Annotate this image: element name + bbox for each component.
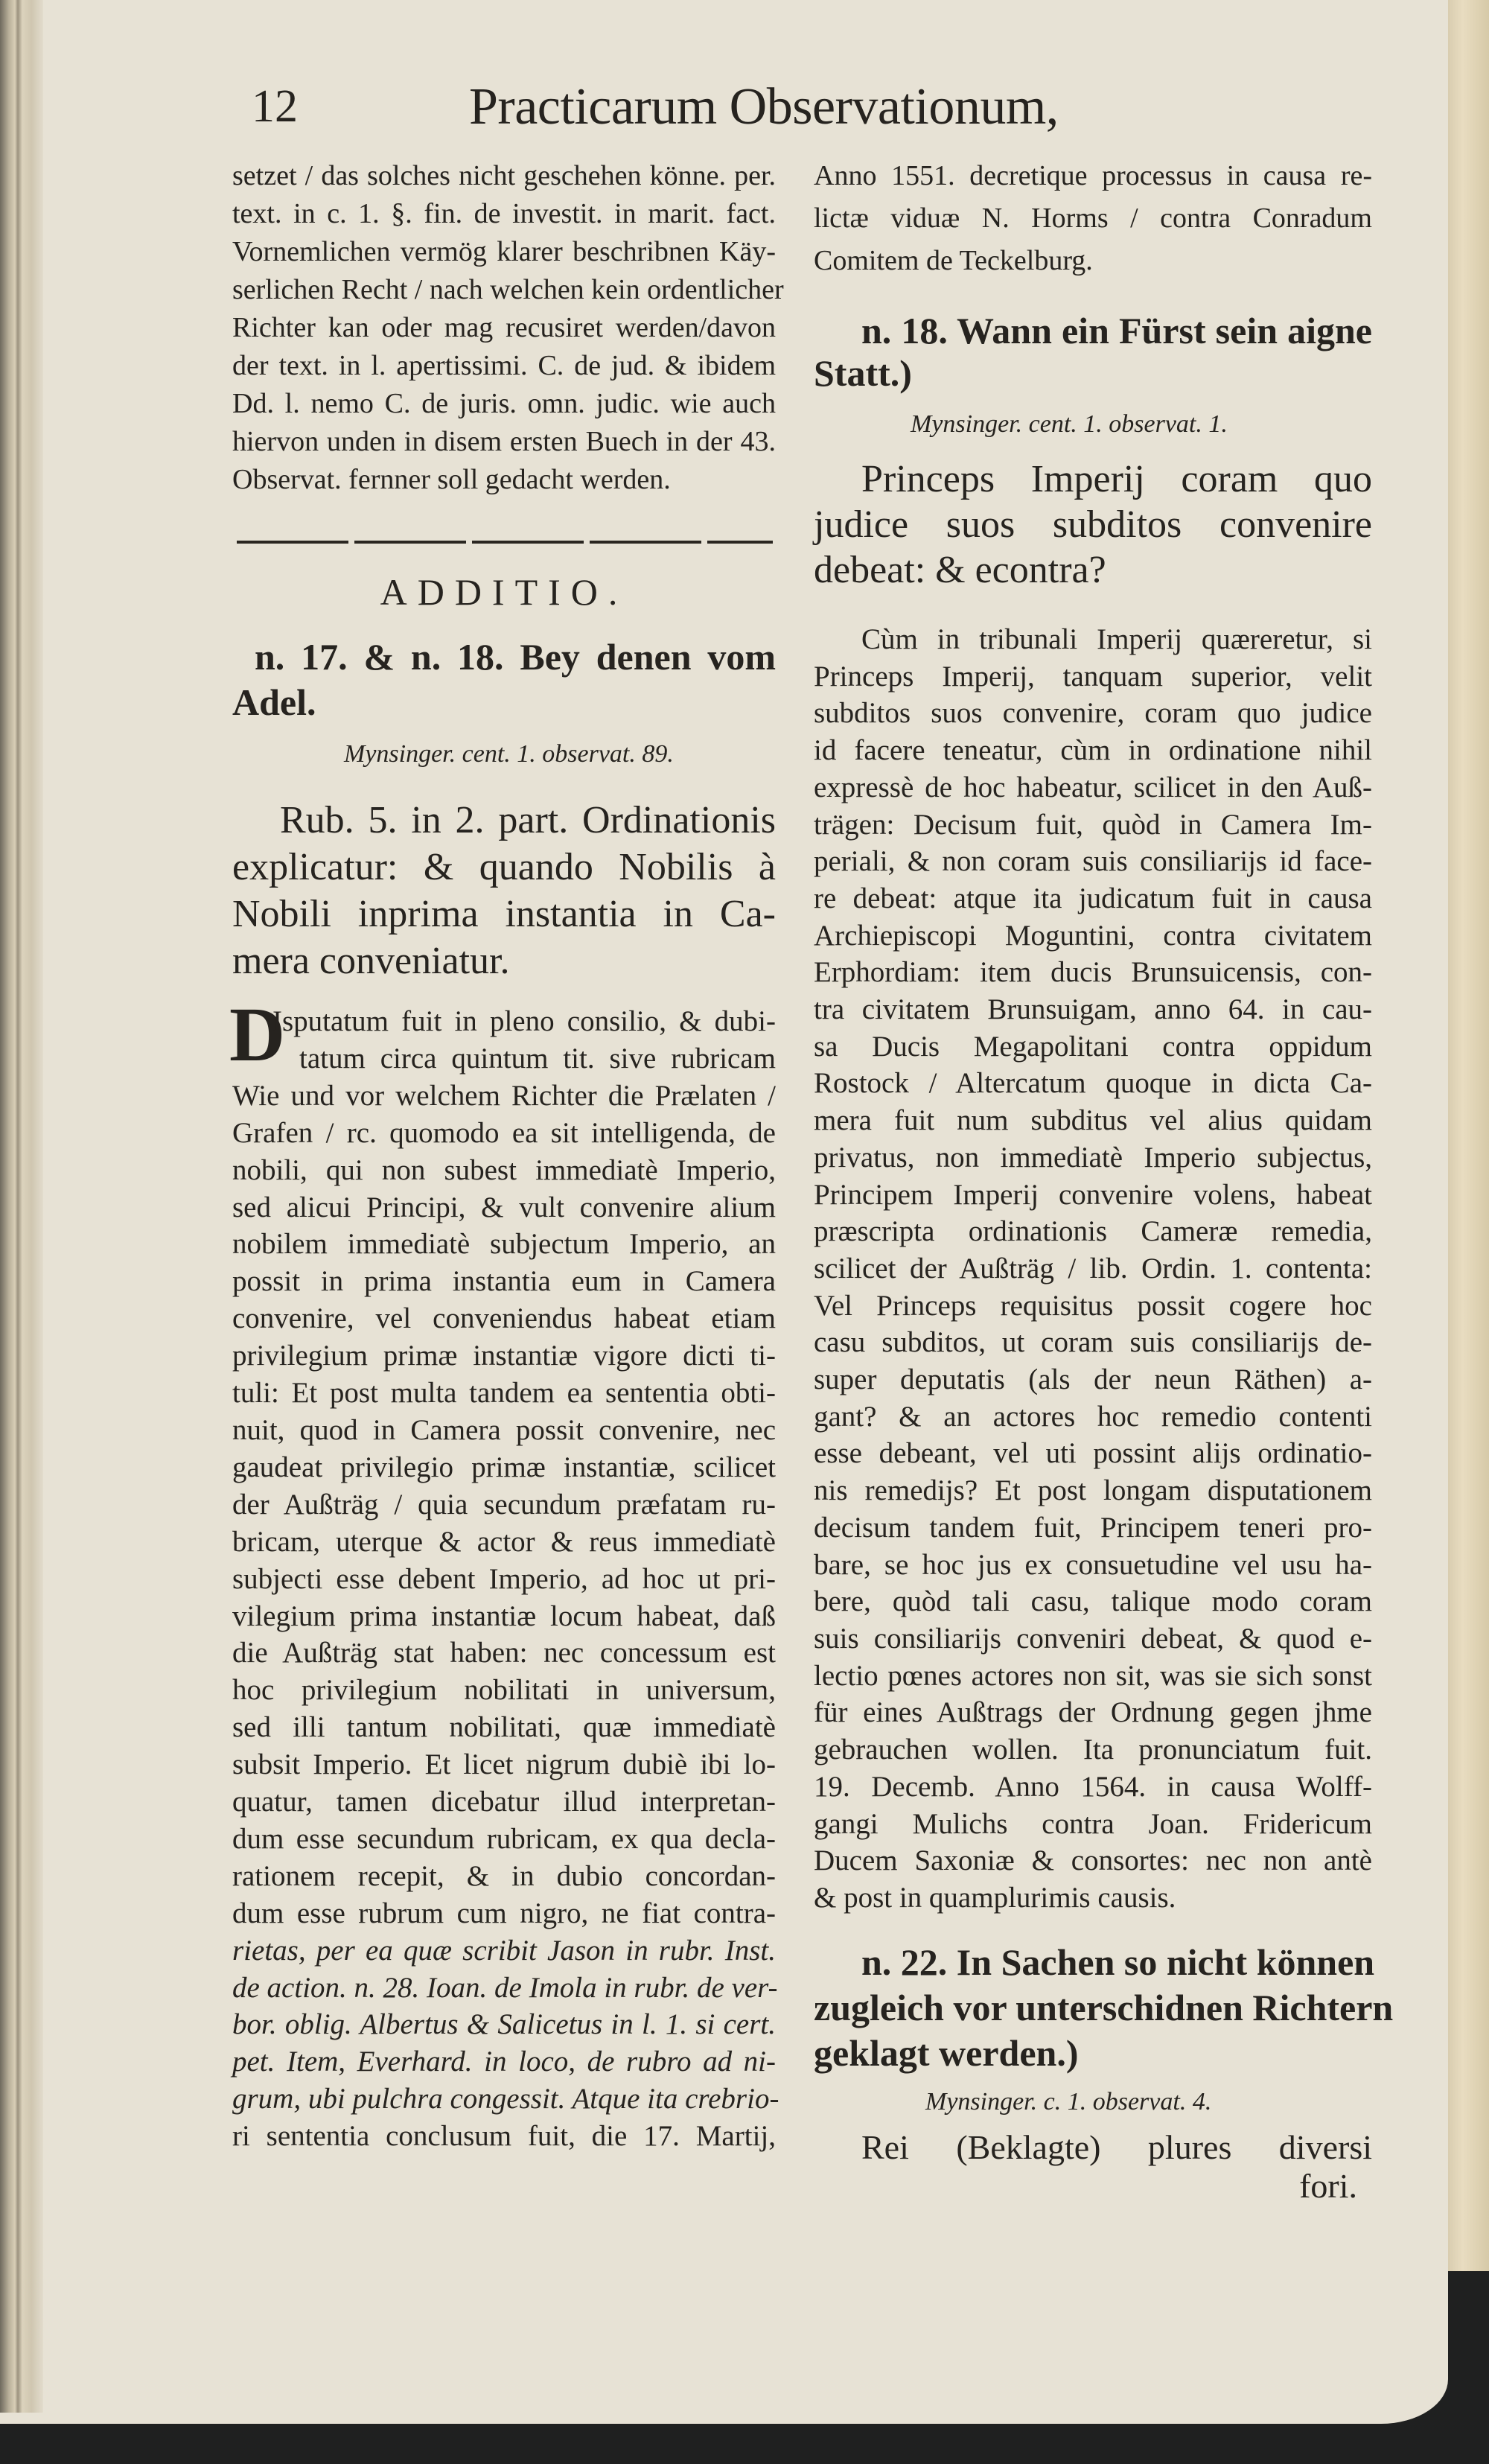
text-line: Rostock / Altercatum quoque in dicta Ca-	[814, 1067, 1372, 1100]
text-line: Rei (Beklagte) plures diversi	[861, 2128, 1372, 2166]
text-line: privilegium primæ instantiæ vigore dicti ti-	[232, 1340, 776, 1372]
text-line: hiervon unden in disem ersten Buech in der 43.	[232, 426, 776, 457]
text-line: fori.	[1299, 2167, 1357, 2205]
drop-cap: D	[229, 992, 286, 1077]
text-line: expressè de hoc habeatur, scilicet in den Auß-	[814, 771, 1372, 803]
text-line: id facere teneatur, cùm in ordinatione nihil	[814, 734, 1372, 767]
text-line: Comitem de Teckelburg.	[814, 245, 1093, 276]
text-line: dum esse secundum rubricam, ex qua decla-	[232, 1822, 776, 1855]
text-line: nobilem immediatè subjectum Imperio, an	[232, 1228, 776, 1261]
text-line: hoc privilegium nobilitati in universum,	[232, 1674, 776, 1707]
text-line: bricam, uterque & actor & reus immediatè	[232, 1525, 776, 1558]
text-line: n. 17. & n. 18. Bey denen vom	[255, 636, 776, 678]
text-line: nuit, quod in Camera possit convenire, nec	[232, 1413, 776, 1446]
book-binding-edge	[0, 0, 43, 2413]
text-line: explicatur: & quando Nobilis à	[232, 846, 776, 888]
citation-mynsinger-4	[814, 2085, 1372, 2119]
text-line: nobili, qui non subest immediatè Imperio,	[232, 1153, 776, 1186]
text-line: serlichen Recht / nach welchen kein ordentlicher	[232, 274, 784, 305]
text-line: der text. in l. apertissimi. C. de jud. & ibidem	[232, 350, 776, 381]
text-line: super deputatis (als der neun Räthen) a-	[814, 1363, 1372, 1396]
text-line: esse debeant, vel uti possint alijs ordinatio-	[814, 1437, 1372, 1470]
text-line: convenire, vel conveniendus habeat etiam	[232, 1302, 776, 1335]
text-line: præscripta ordinationis Cameræ remedia,	[814, 1215, 1372, 1248]
text-line: Vornemlichen vermög klarer beschribnen Käy-	[232, 236, 776, 267]
text-line: Anno 1551. decretique processus in causa re-	[814, 160, 1372, 191]
text-line: quatur, tamen dicebatur illud interpretan-	[232, 1786, 776, 1818]
next-page-edge	[1448, 0, 1489, 2271]
left-top-paragraph	[232, 157, 784, 499]
text-line: Vel Princeps requisitus possit cogere hoc	[814, 1289, 1372, 1322]
running-title: Practicarum Observationum,	[469, 78, 1059, 136]
text-line: subsit Imperio. Et licet nigrum dubiè ibi lo-	[232, 1748, 776, 1781]
text-line: mera fuit num subditus vel alius quidam	[814, 1104, 1372, 1137]
citation-mynsinger-89	[232, 737, 776, 771]
text-line: Erphordiam: item ducis Brunsuicensis, con-	[814, 956, 1372, 989]
heading-n17	[232, 634, 776, 725]
text-line: judice suos subditos convenire	[814, 503, 1372, 546]
right-top-paragraph	[814, 155, 1372, 282]
text-line: de action. n. 28. Ioan. de Imola in rubr. de ver-	[232, 1971, 778, 2004]
section-divider-rule	[237, 541, 773, 544]
heading-n18	[814, 310, 1372, 395]
text-line: rietas, per ea quæ scribit Jason in rubr. Inst.	[232, 1934, 776, 1967]
citation-text: Mynsinger. c. 1. observat. 4.	[925, 2088, 1212, 2116]
citation-text: Mynsinger. cent. 1. observat. 1.	[911, 410, 1228, 438]
heading-n22	[814, 1940, 1394, 2076]
text-line: Richter kan oder mag recusiret werden/davon	[232, 312, 776, 343]
text-line: periali, & non coram suis consiliarijs id face-	[814, 845, 1372, 878]
text-line: 19. Decemb. Anno 1564. in causa Wolff-	[814, 1770, 1372, 1803]
text-line: subjecti esse debent Imperio, ad hoc ut pri-	[232, 1562, 776, 1595]
text-line: Observat. fernner soll gedacht werden.	[232, 464, 671, 495]
text-line: gangi Mulichs contra Joan. Fridericum	[814, 1807, 1372, 1840]
text-line: dum esse rubrum cum nigro, ne fiat contra-	[232, 1897, 776, 1929]
heading-rub-5	[232, 797, 776, 984]
text-line: subditos suos convenire, coram quo judice	[814, 697, 1372, 730]
text-line: text. in c. 1. §. fin. de investit. in marit. fact.	[232, 198, 776, 229]
text-line: zugleich vor unterschidnen Richtern	[814, 1987, 1394, 2028]
text-line: Dd. l. nemo C. de juris. omn. judic. wie auch	[232, 388, 776, 419]
text-line: rationem recepit, & in dubio concordan-	[232, 1859, 776, 1892]
text-line: Ducem Saxoniæ & consortes: nec non antè	[814, 1844, 1372, 1877]
closing-text	[814, 2128, 1372, 2206]
text-line: der Außträg / quia secundum præfatam ru-	[232, 1488, 776, 1521]
text-line: re debeat: atque ita judicatum fuit in causa	[814, 882, 1372, 914]
text-line: trägen: Decisum fuit, quòd in Camera Im-	[814, 808, 1372, 841]
text-line: Cùm in tribunali Imperij quæreretur, si	[861, 623, 1372, 655]
text-line: debeat: & econtra?	[814, 549, 1106, 591]
text-line: sed illi tantum nobilitati, quæ immediatè	[232, 1711, 776, 1744]
text-line: Grafen / rc. quomodo ea sit intelligenda, de	[232, 1116, 776, 1149]
text-line: gant? & an actores hoc remedio contenti	[814, 1400, 1372, 1433]
text-line: scilicet der Außträg / lib. Ordin. 1. contenta:	[814, 1252, 1372, 1284]
text-line: bor. oblig. Albertus & Salicetus in l. 1. si cert.	[232, 2008, 776, 2041]
text-line: tuli: Et post multa tandem ea sententia obti-	[232, 1377, 776, 1410]
text-line: für eines Außtrags der Ordnung gegen jhme	[814, 1696, 1372, 1729]
text-line: casu subditos, ut coram suis consiliarijs de-	[814, 1326, 1372, 1359]
text-line: sed alicui Principi, & vult convenire alium	[232, 1191, 776, 1223]
text-line: Princeps Imperij, tanquam superior, velit	[814, 660, 1372, 693]
text-line: lictæ viduæ N. Horms / contra Conradum	[814, 203, 1372, 234]
text-line: Statt.)	[814, 352, 912, 394]
text-line: Isputatum fuit in pleno consilio, & dubi-	[272, 1005, 776, 1037]
text-line: Wie und vor welchem Richter die Prælaten /	[232, 1079, 776, 1112]
text-line: setzet / das solches nicht geschehen könne. per.	[232, 160, 776, 191]
text-line: vilegium prima instantiæ locum habeat, daß	[232, 1599, 776, 1632]
left-body-text	[232, 1003, 779, 2155]
text-line: Adel.	[232, 681, 316, 723]
text-line: Archiepiscopi Moguntini, contra civitatem	[814, 919, 1372, 952]
text-line: nis remedijs? Et post longam disputationem	[814, 1474, 1372, 1507]
text-line: pet. Item, Everhard. in loco, de rubro ad ni-	[232, 2046, 776, 2078]
text-line: mera conveniatur.	[232, 940, 510, 982]
text-line: grum, ubi pulchra congessit. Atque ita crebrio-	[232, 2083, 779, 2116]
page-number: 12	[252, 81, 298, 132]
text-line: tra civitatem Brunsuigam, anno 64. in cau-	[814, 993, 1372, 1026]
text-line: possit in prima instantia eum in Camera	[232, 1265, 776, 1298]
text-line: suis consiliarijs conveniri debeat, & quod e-	[814, 1622, 1372, 1655]
citation-text: Mynsinger. cent. 1. observat. 89.	[344, 740, 674, 768]
text-line: n. 22. In Sachen so nicht können	[861, 1941, 1375, 1983]
text-line: Princeps Imperij coram quo	[861, 458, 1372, 500]
text-line: tatum circa quintum tit. sive rubricam	[299, 1042, 776, 1075]
text-line: Rub. 5. in 2. part. Ordinationis	[280, 799, 776, 841]
text-line: sa Ducis Megapolitani contra oppidum	[814, 1030, 1372, 1063]
text-line: geklagt werden.)	[814, 2032, 1079, 2074]
text-line: ri sententia conclusum fuit, die 17. Martij,	[232, 2120, 776, 2153]
text-line: bare, se hoc jus ex consuetudine vel usu ha-	[814, 1548, 1372, 1581]
text-line: gaudeat privilegio primæ instantiæ, scilicet	[232, 1451, 776, 1483]
text-line: Nobili inprima instantia in Ca-	[232, 893, 776, 935]
text-line: gebrauchen wollen. Ita pronunciatum fuit.	[814, 1734, 1372, 1766]
text-line: lectio pœnes actores non sit, was sie sich sonst	[814, 1659, 1372, 1692]
text-line: bere, quòd tali casu, talique modo coram	[814, 1585, 1372, 1618]
text-line: Principem Imperij convenire volens, habeat	[814, 1178, 1372, 1211]
text-line: privatus, non immediatè Imperio subjectus,	[814, 1141, 1372, 1174]
heading-princeps-imperij	[814, 456, 1372, 593]
right-body-text	[814, 621, 1372, 1917]
text-line: n. 18. Wann ein Fürst sein aigne	[861, 310, 1372, 351]
additio-heading: ADDITIO.	[380, 571, 628, 613]
text-line: & post in quamplurimis causis.	[814, 1881, 1176, 1914]
citation-mynsinger-1	[814, 407, 1372, 442]
text-line: decisum tandem fuit, Principem teneri pro-	[814, 1511, 1372, 1544]
text-line: die Außträg stat haben: nec concessum est	[232, 1637, 776, 1669]
